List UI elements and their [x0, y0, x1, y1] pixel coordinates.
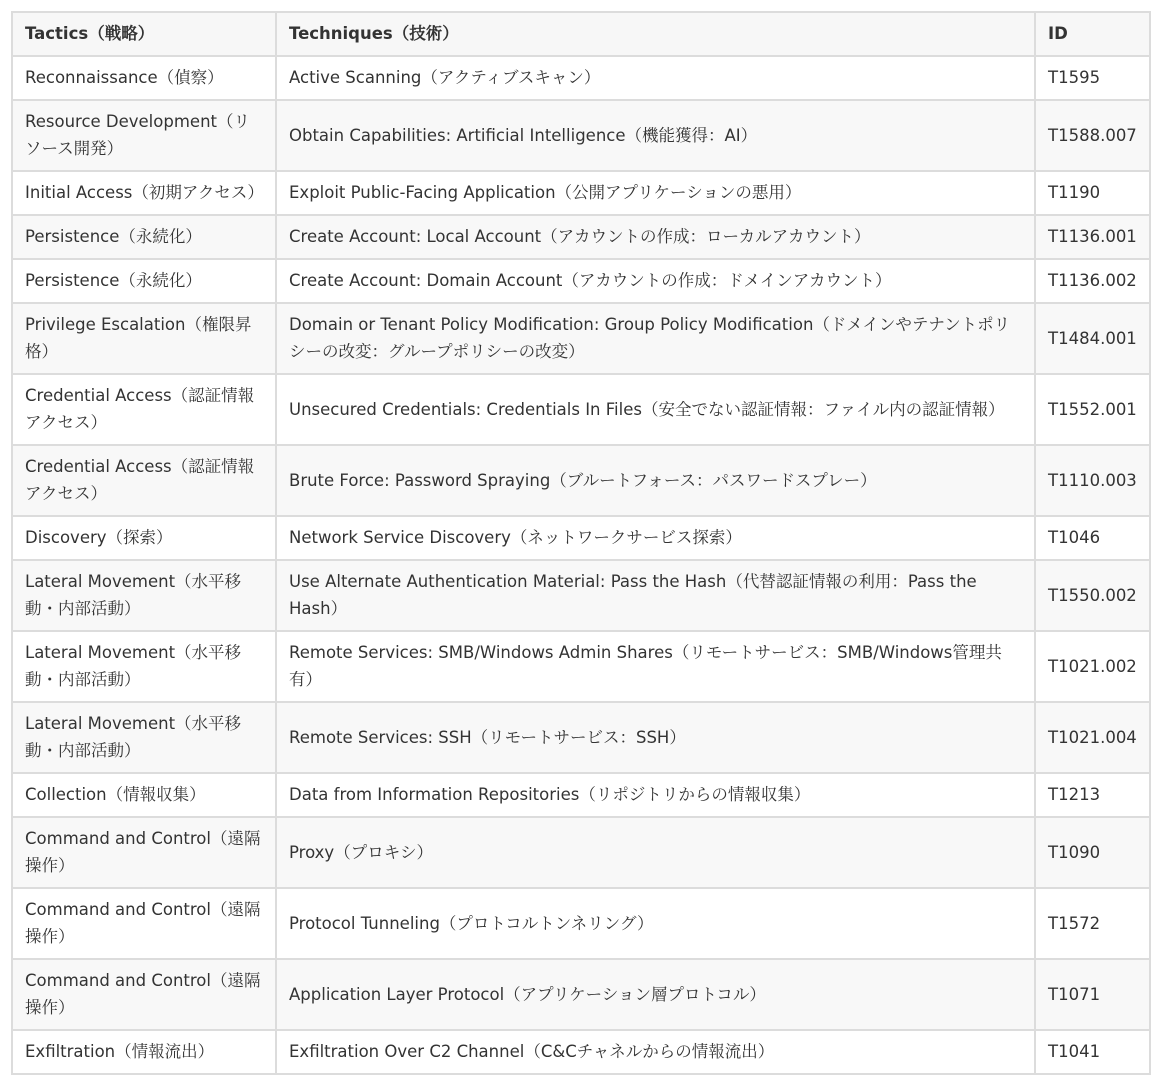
table-row: [12, 817, 1150, 888]
technique-cell: Unsecured Credentials: Credentials In Files（安全でない認証情報：ファイル内の認証情報）: [276, 374, 1035, 445]
technique-cell: Network Service Discovery（ネットワークサービス探索）: [276, 516, 1035, 560]
technique-cell: Remote Services: SMB/Windows Admin Shares（リモートサービス：SMB/Windows管理共有）: [276, 631, 1035, 702]
tactic-cell: Persistence（永続化）: [12, 259, 276, 303]
tactic-cell: Collection（情報収集）: [12, 773, 276, 817]
id-cell: T1046: [1035, 516, 1150, 560]
table-row: [12, 259, 1150, 303]
table-row: [12, 374, 1150, 445]
table-row: [12, 1030, 1150, 1074]
id-cell: T1213: [1035, 773, 1150, 817]
technique-cell: Exploit Public-Facing Application（公開アプリケーションの悪用）: [276, 171, 1035, 215]
technique-cell: Create Account: Local Account（アカウントの作成：ローカルアカウント）: [276, 215, 1035, 259]
technique-cell: Domain or Tenant Policy Modification: Group Policy Modification（ドメインやテナントポリシーの改変：グループポリシーの改変）: [276, 303, 1035, 374]
technique-cell: Use Alternate Authentication Material: Pass the Hash（代替認証情報の利用：Pass the Hash）: [276, 560, 1035, 631]
tactic-cell: Credential Access（認証情報アクセス）: [12, 445, 276, 516]
table-row: [12, 303, 1150, 374]
table-row: [12, 171, 1150, 215]
id-cell: T1041: [1035, 1030, 1150, 1074]
tactic-cell: Discovery（探索）: [12, 516, 276, 560]
technique-cell: Data from Information Repositories（リポジトリからの情報収集）: [276, 773, 1035, 817]
tactic-cell: Privilege Escalation（権限昇格）: [12, 303, 276, 374]
table-row: [12, 100, 1150, 171]
id-cell: T1552.001: [1035, 374, 1150, 445]
tactic-cell: Command and Control（遠隔操作）: [12, 817, 276, 888]
technique-cell: Exfiltration Over C2 Channel（C&Cチャネルからの情報流出）: [276, 1030, 1035, 1074]
id-cell: T1110.003: [1035, 445, 1150, 516]
table-row: [12, 888, 1150, 959]
technique-cell: Remote Services: SSH（リモートサービス：SSH）: [276, 702, 1035, 773]
technique-cell: Create Account: Domain Account（アカウントの作成：ドメインアカウント）: [276, 259, 1035, 303]
id-cell: T1572: [1035, 888, 1150, 959]
table-container: [11, 11, 1151, 1075]
technique-cell: Protocol Tunneling（プロトコルトンネリング）: [276, 888, 1035, 959]
header-tactics: Tactics（戦略）: [12, 12, 276, 56]
table-row: [12, 702, 1150, 773]
id-cell: T1071: [1035, 959, 1150, 1030]
tactic-cell: Lateral Movement（水平移動・内部活動）: [12, 560, 276, 631]
header-row: [12, 12, 1150, 56]
tactic-cell: Credential Access（認証情報アクセス）: [12, 374, 276, 445]
id-cell: T1588.007: [1035, 100, 1150, 171]
header-techniques: Techniques（技術）: [276, 12, 1035, 56]
mitre-attack-table: [11, 11, 1151, 1075]
id-cell: T1090: [1035, 817, 1150, 888]
technique-cell: Obtain Capabilities: Artificial Intelligence（機能獲得：AI）: [276, 100, 1035, 171]
tactic-cell: Lateral Movement（水平移動・内部活動）: [12, 631, 276, 702]
tactic-cell: Resource Development（リソース開発）: [12, 100, 276, 171]
table-row: [12, 959, 1150, 1030]
id-cell: T1136.001: [1035, 215, 1150, 259]
table-row: [12, 516, 1150, 560]
table-row: [12, 560, 1150, 631]
table-row: [12, 631, 1150, 702]
table-header: [12, 12, 1150, 56]
header-id: ID: [1035, 12, 1150, 56]
id-cell: T1190: [1035, 171, 1150, 215]
table-row: [12, 773, 1150, 817]
technique-cell: Active Scanning（アクティブスキャン）: [276, 56, 1035, 100]
tactic-cell: Command and Control（遠隔操作）: [12, 959, 276, 1030]
table-row: [12, 445, 1150, 516]
tactic-cell: Initial Access（初期アクセス）: [12, 171, 276, 215]
tactic-cell: Reconnaissance（偵察）: [12, 56, 276, 100]
id-cell: T1136.002: [1035, 259, 1150, 303]
id-cell: T1550.002: [1035, 560, 1150, 631]
tactic-cell: Command and Control（遠隔操作）: [12, 888, 276, 959]
table-row: [12, 56, 1150, 100]
id-cell: T1484.001: [1035, 303, 1150, 374]
tactic-cell: Exfiltration（情報流出）: [12, 1030, 276, 1074]
technique-cell: Application Layer Protocol（アプリケーション層プロトコル）: [276, 959, 1035, 1030]
id-cell: T1021.004: [1035, 702, 1150, 773]
id-cell: T1595: [1035, 56, 1150, 100]
table-row: [12, 215, 1150, 259]
tactic-cell: Persistence（永続化）: [12, 215, 276, 259]
technique-cell: Proxy（プロキシ）: [276, 817, 1035, 888]
tactic-cell: Lateral Movement（水平移動・内部活動）: [12, 702, 276, 773]
technique-cell: Brute Force: Password Spraying（ブルートフォース：パスワードスプレー）: [276, 445, 1035, 516]
id-cell: T1021.002: [1035, 631, 1150, 702]
table-body: [12, 56, 1150, 1074]
